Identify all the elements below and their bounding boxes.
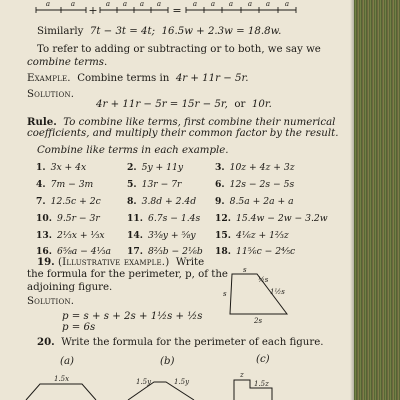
figure-c — [222, 366, 302, 400]
exercise-expression: 4⅙z + 1⅔z — [235, 230, 289, 241]
exercise-expression: 12s − 2s − 5s — [229, 179, 295, 190]
figure-label-c: (c) — [256, 354, 270, 365]
segment-addition-figure — [0, 0, 354, 18]
figure-b — [122, 368, 212, 400]
exercise-expression: 10z + 4z + 3z — [229, 162, 295, 173]
exercise-item — [215, 179, 294, 191]
figure-label-b: (b) — [160, 356, 175, 367]
figure-label-a: (a) — [60, 356, 75, 367]
perimeter-equation: p = 6s — [62, 322, 96, 333]
perimeter-equation: p = s + s + 2s + 1½s + ½s — [62, 311, 203, 322]
problem-19-line: 19. (Illustrative example.) Write — [37, 256, 205, 268]
exercise-number: 8. — [127, 196, 137, 207]
figure-c-mid-label: 1.5z — [254, 380, 269, 388]
exercise-number: 6. — [215, 179, 225, 190]
exercise-item — [215, 230, 289, 242]
exercise-expression: 6⅝a − 4⅓a — [56, 246, 111, 257]
plus-sign: + — [88, 4, 98, 17]
example-line: Example. Combine terms in 4r + 11r − 5r. — [27, 73, 249, 84]
segment-label: a — [45, 0, 51, 8]
exercise-expression: 7m − 3m — [50, 179, 94, 190]
exercise-expression: 2⅓x + ⅓x — [56, 230, 105, 241]
exercise-number: 18. — [215, 246, 231, 257]
similarly-line: Similarly 7t − 3t = 4t; 16.5w + 2.3w = 18.8w. — [37, 26, 282, 37]
exercise-expression: 8.5a + 2a + a — [229, 196, 294, 207]
exercise-item — [215, 162, 295, 174]
exercise-item — [127, 179, 181, 191]
paragraph-line: To refer to adding or subtracting or to both, we say we — [37, 44, 321, 55]
segment-label: a — [210, 0, 216, 8]
segment-label: a — [70, 0, 76, 8]
bottom-side-label: 2s — [254, 317, 263, 324]
left-side-label: s — [223, 290, 227, 298]
solution-label: Solution. — [27, 89, 75, 100]
exercise-number: 14. — [127, 230, 143, 241]
segment-label: a — [156, 0, 162, 8]
rule-line: coefficients, and multiply their common factor by the result. — [27, 128, 339, 139]
segment-label: a — [105, 0, 111, 8]
exercise-item — [127, 196, 196, 208]
exercise-expression: 8⅔b − 2⅙b — [147, 246, 203, 257]
exercise-number: 12. — [215, 213, 231, 224]
exercise-expression: 15.4w − 2w − 3.2w — [235, 213, 328, 224]
exercise-expression: 12.5c + 2c — [50, 196, 101, 207]
exercise-expression: 3⅜y + ⅝y — [147, 230, 196, 241]
problem-19-line: the formula for the perimeter, p, of the — [27, 269, 228, 280]
segment-label: a — [228, 0, 234, 8]
exercise-item — [36, 230, 105, 242]
solution-label: Solution. — [27, 296, 75, 307]
exercise-number: 9. — [215, 196, 225, 207]
exercise-number: 7. — [36, 196, 46, 207]
exercise-item — [127, 162, 183, 174]
segment-label: a — [265, 0, 271, 8]
exercise-item — [127, 230, 196, 242]
trapezoid-figure — [220, 262, 290, 324]
exercise-item — [215, 196, 294, 208]
exercise-number: 10. — [36, 213, 52, 224]
segment-label: a — [247, 0, 253, 8]
paragraph-line: combine terms. — [27, 57, 108, 68]
solution-work: 4r + 11r − 5r = 15r − 5r, or 10r. — [96, 99, 272, 110]
segment-label: a — [122, 0, 128, 8]
exercise-number: 16. — [36, 246, 52, 257]
exercise-item — [36, 196, 101, 208]
top-side-label: s — [243, 266, 247, 274]
exercise-expression: 13r − 7r — [141, 179, 182, 190]
exercise-number: 17. — [127, 246, 143, 257]
figure-c-top-label: z — [240, 371, 244, 379]
exercise-number: 2. — [127, 162, 137, 173]
exercise-number: 1. — [36, 162, 46, 173]
short-side-label: ½s — [258, 276, 269, 284]
segment-label: a — [192, 0, 198, 8]
exercise-item — [215, 246, 295, 258]
exercise-expression: 5y + 11y — [141, 162, 184, 173]
exercise-heading: Combine like terms in each example. — [37, 145, 229, 156]
slant-side-label: 1½s — [270, 288, 285, 296]
figure-b-right-label: 1.5y — [174, 378, 190, 386]
exercise-number: 13. — [36, 230, 52, 241]
figure-a-top-label: 1.5x — [54, 375, 70, 383]
exercise-item — [127, 213, 200, 225]
problem-20-line: 20. Write the formula for the perimeter of each figure. — [37, 336, 324, 348]
exercise-expression: 11⅚c − 2⅘c — [235, 246, 296, 257]
exercise-item — [36, 213, 100, 225]
exercise-number: 5. — [127, 179, 137, 190]
exercise-item — [215, 213, 328, 225]
segment-label: a — [284, 0, 290, 8]
exercise-expression: 3x + 4x — [50, 162, 87, 173]
problem-19-line: adjoining figure. — [27, 282, 113, 293]
exercise-number: 3. — [215, 162, 225, 173]
exercise-number: 15. — [215, 230, 231, 241]
exercise-expression: 6.7s − 1.4s — [147, 213, 201, 224]
exercise-item — [36, 162, 86, 174]
segment-label: a — [139, 0, 145, 8]
book-page-edges — [354, 0, 400, 400]
figure-a — [20, 370, 110, 400]
exercise-expression: 3.8d + 2.4d — [141, 196, 197, 207]
equals-sign: = — [172, 4, 182, 17]
figure-b-left-label: 1.5y — [136, 378, 152, 386]
exercise-item — [36, 179, 93, 191]
exercise-number: 11. — [127, 213, 143, 224]
exercise-expression: 9.5r − 3r — [56, 213, 100, 224]
rule-line: Rule. To combine like terms, first combine their numerical — [27, 116, 336, 128]
exercise-number: 4. — [36, 179, 46, 190]
